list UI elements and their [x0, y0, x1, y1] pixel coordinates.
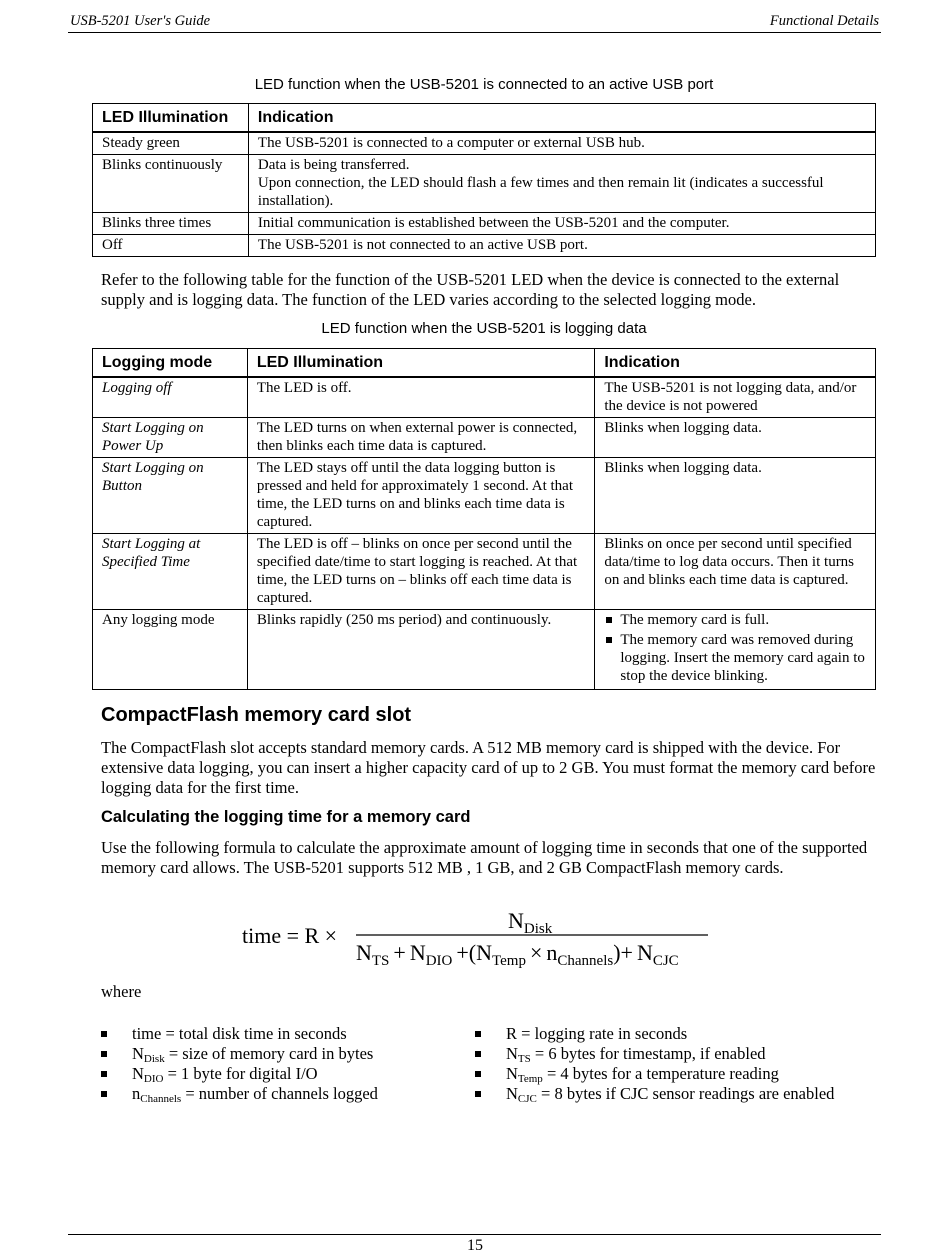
list-item: $N_{Temp} = 4$ bytes for a temperature reading	[475, 1064, 895, 1084]
page-number: 15	[467, 1237, 483, 1254]
list-item: time = total disk time in seconds	[101, 1024, 461, 1044]
definitions-right	[475, 1024, 895, 1104]
section-heading: CompactFlash memory card slot	[101, 704, 412, 726]
cell-indication: The USB-5201 is not logging data, and/or the device is not powered	[595, 377, 876, 418]
formula-numerator: $N_{Disk}$	[508, 908, 553, 937]
header-rule	[68, 32, 881, 33]
list-item: $N_{Disk}$ = size of memory card in bytes	[101, 1044, 461, 1064]
cell-indication: The USB-5201 is not connected to an active USB port.	[248, 235, 875, 257]
cell-led: Blinks rapidly (250 ms period) and continuously.	[247, 610, 595, 690]
definitions-left	[101, 1024, 461, 1104]
cell-led: The LED is off.	[247, 377, 595, 418]
formula-denominator: $N_{TS} + N_{DIO} +(N_{Temp} \times n_{Channels})+ N_{CJC}$	[356, 940, 679, 969]
cell-led: Blinks three times	[93, 213, 249, 235]
formula-intro-paragraph: Use the following formula to calculate the approximate amount of logging time in seconds that one of the supported memory card allows. The USB-5201 supports 512 MB , 1 GB, and 2 GB CompactFlash memory cards.	[101, 838, 868, 877]
cell-mode: Logging off	[93, 377, 248, 418]
indication-line: Data is being transferred.	[257, 157, 410, 173]
column-header-indication: Indication	[595, 349, 876, 378]
list-item: $N_{TS} = 6$ bytes for timestamp, if enabled	[475, 1044, 895, 1064]
table-row	[93, 418, 876, 458]
list-item: $N_{DIO} = 1$ byte for digital I/O	[101, 1064, 461, 1084]
table-header-row	[93, 104, 876, 133]
intro-paragraph: Refer to the following table for the function of the USB-5201 LED when the device is connected to the external supply and is logging data. The function of the LED varies according to the selected logging mode.	[101, 270, 840, 309]
cell-led: The LED stays off until the data logging button is pressed and held for approximately 1 second. At that time, the LED turns on and blinks each time data is captured.	[247, 458, 595, 534]
cell-led: Steady green	[93, 132, 249, 155]
cell-indication: The USB-5201 is connected to a computer or external USB hub.	[248, 132, 875, 155]
table-row	[93, 132, 876, 155]
cell-led: Off	[93, 235, 249, 257]
cell-indication	[248, 155, 875, 213]
formula-lhs: time = R ×	[242, 923, 338, 948]
cell-led: Blinks continuously	[93, 155, 249, 213]
table1-caption: LED function when the USB-5201 is connected to an active USB port	[254, 76, 714, 93]
list-item: R = logging rate in seconds	[475, 1024, 895, 1044]
list-item: The memory card is full.	[604, 611, 867, 629]
indication-line: Upon connection, the LED should flash a few times and then remain lit (indicates a successful installation).	[257, 175, 824, 209]
cell-led: The LED is off – blinks on once per second until the specified date/time to start logging is reached. At that time, the LED turns on – blinks off each time data is captured.	[247, 534, 595, 610]
list-item: The memory card was removed during logging. Insert the memory card again to stop the device blinking.	[604, 631, 867, 685]
cell-mode: Start Logging at Specified Time	[93, 534, 248, 610]
section-paragraph: The CompactFlash slot accepts standard memory cards. A 512 MB memory card is shipped with the device. For extensive data logging, you can insert a higher capacity card of up to 2 GB. You must format the memory card before logging data for the first time.	[101, 738, 876, 797]
running-header-right: Functional Details	[769, 13, 879, 29]
cell-indication: Blinks when logging data.	[595, 418, 876, 458]
table-row	[93, 235, 876, 257]
running-header-left: USB-5201 User's Guide	[70, 13, 211, 29]
table-row	[93, 155, 876, 213]
table-header-row	[93, 349, 876, 378]
cell-indication: Initial communication is established between the USB-5201 and the computer.	[248, 213, 875, 235]
list-item: $N_{CJC} = 8$ bytes if CJC sensor readings are enabled	[475, 1084, 895, 1104]
cell-mode: Start Logging on Power Up	[93, 418, 248, 458]
table-row	[93, 377, 876, 418]
table-row	[93, 610, 876, 690]
cell-indication: Blinks when logging data.	[595, 458, 876, 534]
column-header-led: LED Illumination	[247, 349, 595, 378]
column-header-led: LED Illumination	[93, 104, 249, 133]
subsection-heading: Calculating the logging time for a memory card	[101, 808, 471, 826]
table-row	[93, 458, 876, 534]
cell-mode: Any logging mode	[93, 610, 248, 690]
cell-indication: Blinks on once per second until specified data/time to log data occurs. Then it turns on and blinks each time data is captured.	[595, 534, 876, 610]
where-label: where	[101, 982, 142, 1001]
cell-led: The LED turns on when external power is connected, then blinks each time data is captured.	[247, 418, 595, 458]
led-usb-table	[92, 103, 876, 257]
table-row	[93, 213, 876, 235]
led-logging-table	[92, 348, 876, 690]
column-header-indication: Indication	[248, 104, 875, 133]
cell-indication	[595, 610, 876, 690]
list-item: $n_{Channels}$ = number of channels logged	[101, 1084, 461, 1104]
logging-time-formula	[240, 900, 720, 980]
indication-bullet-list	[604, 611, 867, 685]
footer-rule	[68, 1234, 881, 1235]
cell-mode: Start Logging on Button	[93, 458, 248, 534]
table-row	[93, 534, 876, 610]
column-header-mode: Logging mode	[93, 349, 248, 378]
table2-caption: LED function when the USB-5201 is logging data	[321, 320, 647, 337]
